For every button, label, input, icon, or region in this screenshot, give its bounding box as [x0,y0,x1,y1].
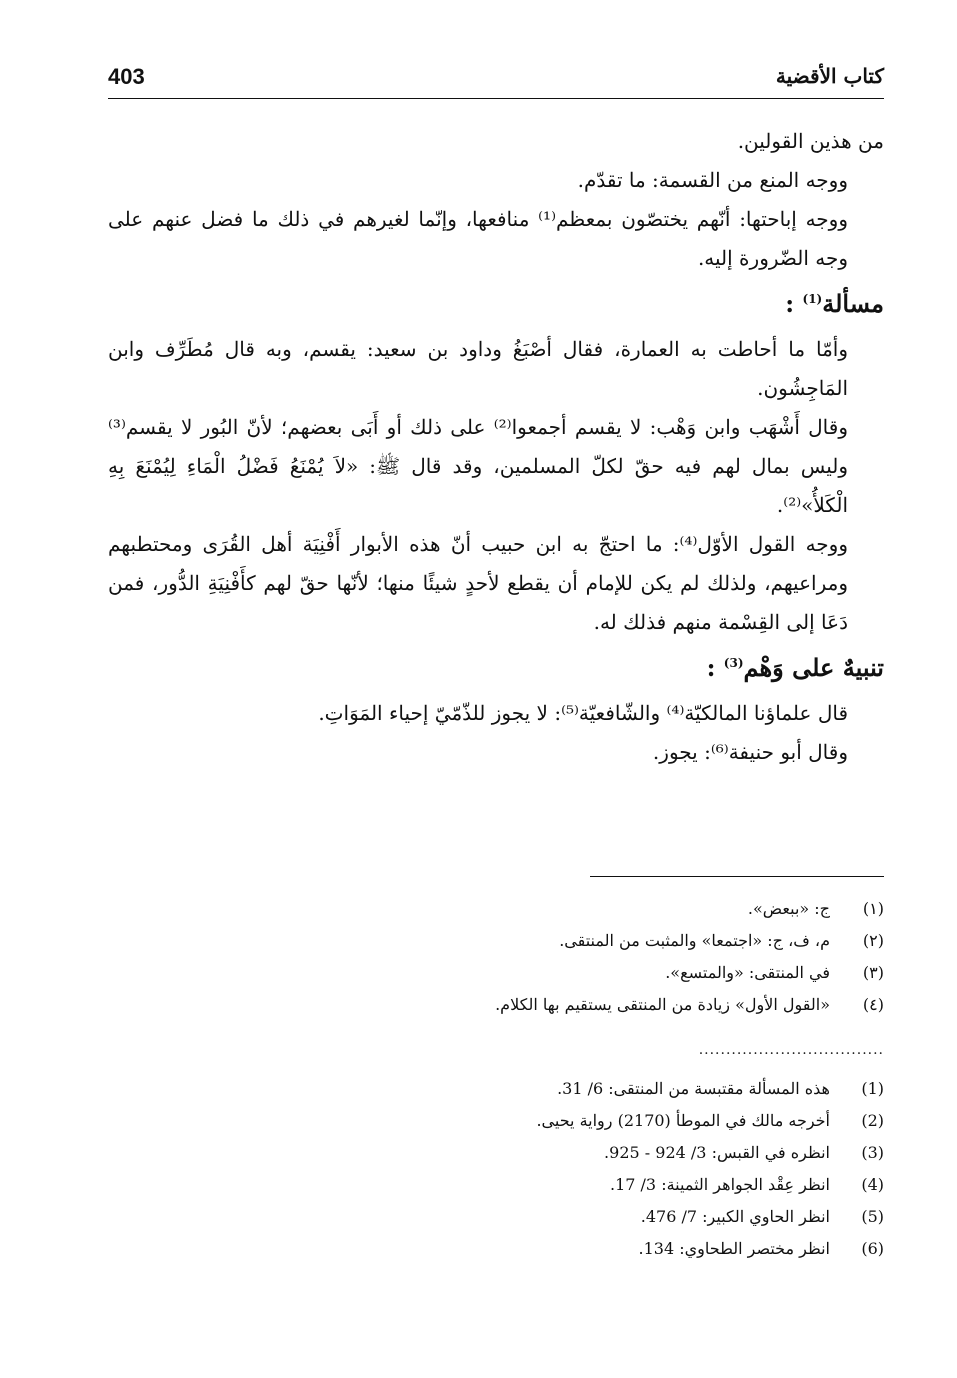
paragraph: وقال أَشْهَب وابن وَهْب: لا يقسم أجمعوا⁽²⁾ على ذلك أو أَبَى بعضهم؛ لأنّ البُور لا يقسم⁽³⁾ وليس بمال لهم فيه حقّ لكلّ المسلمين، وقد قال ﷺ: «لاَ يُمْنَعُ فَضْلُ الْمَاءِ لِيُمْنَعَ بِهِ الْكَلأُ»⁽²⁾. [108,415,848,517]
footnote-number: (6) [861,1239,884,1258]
footnote-item [300,1137,884,1169]
paragraph: ووجه إباحتها: أنّهم يختصّون بمعظم⁽¹⁾ منافعها، وإنّما لغيرهم في ذلك ما فضل عنهم على وجه الضّرورة إليه. [108,207,848,270]
footnote-item [300,1233,884,1265]
heading-text: تنبيهٌ على وَهْم [743,653,884,682]
footnote-text: م، ف، ج: «اجتمعا» والمثبت من المنتقى. [559,931,830,950]
running-header [108,60,884,99]
footnote-number: (4) [861,1175,884,1194]
footnote-number: (٢) [862,931,884,950]
footnote-item [300,1105,884,1137]
footnote-item [300,893,884,925]
footnote-item [300,1073,884,1105]
footnote-number: (2) [861,1111,884,1130]
footnote-item [300,957,884,989]
text-line: ووجه المنع من القسمة: ما تقدّم. [577,168,848,192]
footnote-text: في المنتقى: «والمتسع». [665,963,830,982]
page-number: 403 [108,64,145,89]
footnote-number: (3) [861,1143,884,1162]
section-heading: تنبيهٌ على وَهْم$^{(3)}$ : [706,653,884,682]
footnotes-references [300,1073,884,1265]
main-text [108,122,884,772]
footnote-text: انظره في القبس: 3/ 924 - 925. [604,1143,830,1162]
footnote-text: انظر مختصر الطحاوي: 134. [638,1239,830,1258]
footnote-text: ج: «ببعض». [747,899,830,918]
footnote-item [300,1201,884,1233]
footnote-number: (1) [861,1079,884,1098]
footnote-separator-dots: .................................. [698,1044,884,1056]
text-line: وقال أبو حنيفة⁽⁶⁾: يجوز. [652,740,848,764]
footnote-number: (١) [862,899,884,918]
paragraph: وأمّا ما أحاطت به العمارة، فقال أصْبَغُ وداود بن سعيد: يقسم، وبه قال مُطَرِّف وابن المَاجِشُون. [108,337,848,400]
footnote-number: (5) [861,1207,884,1226]
footnote-rule [590,876,884,877]
footnote-text: «القول الأول» زيادة من المنتقى يستقيم بها الكلام. [495,995,830,1014]
footnote-ref: (3) [723,656,744,670]
footnote-text: هذه المسألة مقتبسة من المنتقى: 6/ 31. [557,1079,830,1098]
footnote-item [300,989,884,1021]
footnote-text: انظر عِقْد الجواهر الثمينة: 3/ 17. [609,1175,830,1194]
book-title: كتاب الأقضية [775,64,884,88]
paragraph: ووجه القول الأوّل⁽⁴⁾: ما احتجّ به ابن حبيب أنّ هذه الأبوار أَفْنِيَة أهل القُرَى ومحتطبهم ومراعيهم، ولذلك لم يكن للإمام أن يقطع لأحدٍ شيئًا منها؛ لأنّها حقّ لهم كأَفْنِيَةِ الدُّور، فمن دَعَا إلى القِسْمة منهم فذلك له. [108,532,848,634]
footnote-number: (٣) [862,963,884,982]
text-line: من هذين القولين. [737,129,884,153]
footnote-item [300,925,884,957]
footnote-text: انظر الحاوي الكبير: 7/ 476. [640,1207,830,1226]
text-line: قال علماؤنا المالكيّة⁽⁴⁾ والشّافعيّة⁽⁵⁾: لا يجوز للذّمّيّ إحياء المَوَاتِ. [318,701,848,725]
footnote-ref: (1) [802,292,823,306]
footnotes-editor [300,893,884,1021]
footnote-item [300,1169,884,1201]
section-heading: مسألة$^{(1)}$ : [785,289,884,318]
heading-text: مسألة [822,289,884,318]
footnote-text: أخرجه مالك في الموطأ (2170) رواية يحيى. [536,1111,830,1130]
footnote-number: (٤) [862,995,884,1014]
